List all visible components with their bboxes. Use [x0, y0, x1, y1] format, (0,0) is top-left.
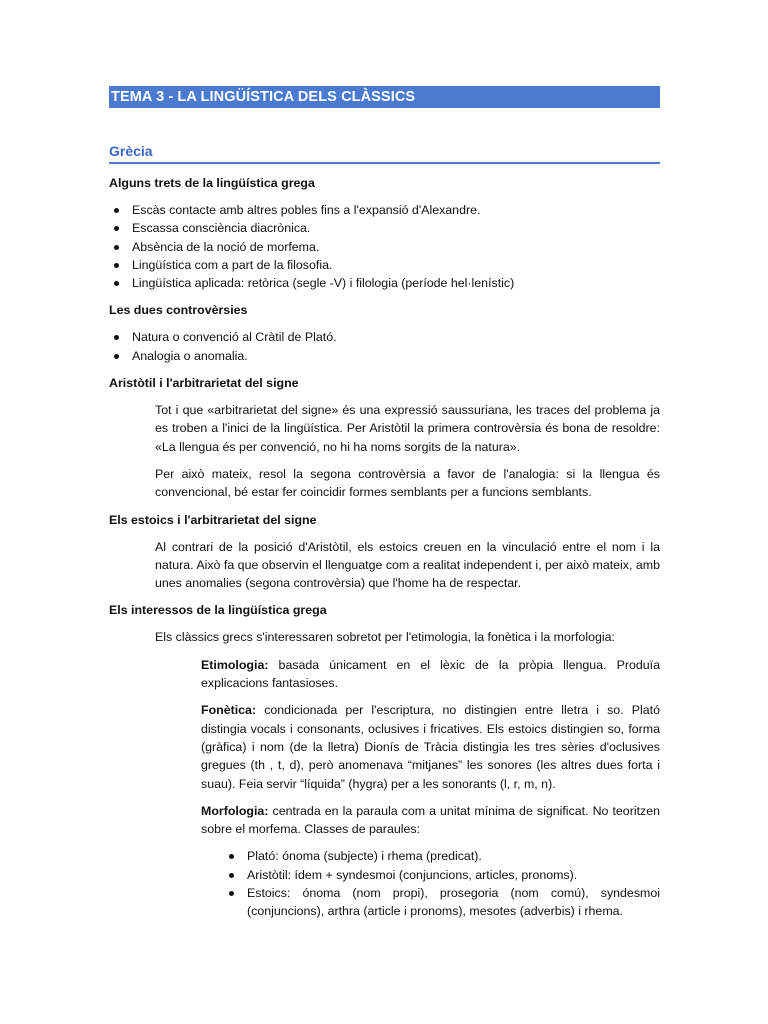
term-text: condicionada per l'escriptura, no distingien entre lletra i so. Plató distingia vocals i consonants, oclusives i fricatives. Els estoics distingien so, forma (gràfica) i nom (de la lletra) Dionís de Tràcia distingia les tres sèries d'oclusives gregues (th , t, d), però anomenava “mitjanes” les sonores (les altres dues forta i suau). Feia servir “líquida” (hygra) per a les sonorants (l, r, m, n).: [201, 703, 660, 791]
list-item: Lingüística com a part de la filosofia.: [109, 256, 660, 274]
list-item: Escàs contacte amb altres pobles fins a l'expansió d'Alexandre.: [109, 201, 660, 219]
paragraph: Per això mateix, resol la segona controvèrsia a favor de l'analogia: si la llengua és convencional, bé estar fer coincidir formes semblants per a funcions semblants.: [155, 466, 660, 500]
paragraph-morfologia: [201, 802, 660, 839]
list-item: Escassa consciència diacrònica.: [109, 219, 660, 237]
list-item: Plató: ónoma (subjecte) i rhema (predicat).: [224, 847, 660, 865]
trets-list: [109, 201, 660, 292]
paragraph: Tot i que «arbitrarietat del signe» és una expressió saussuriana, les traces del problema ja es troben a l'inici de la lingüística. Per Aristòtil la primera controvèrsia és bona de resoldre: «La llengua és per convenció, no hi ha noms sorgits de la natura».: [155, 403, 660, 454]
list-item: Aristòtil: ídem + syndesmoi (conjuncions, articles, pronoms).: [224, 866, 660, 884]
term-label: Etimologia:: [201, 657, 269, 672]
list-item: Analogia o anomalia.: [109, 347, 660, 365]
term-text: centrada en la paraula com a unitat mínima de significat. No teoritzen sobre el morfema. Classes de paraules:: [201, 803, 660, 837]
list-item: Lingüística aplicada: retòrica (segle -V) i filologia (període hel·lenístic): [109, 274, 660, 292]
subheading-trets: Alguns trets de la lingüística grega: [109, 176, 315, 190]
section-heading: Grècia: [109, 143, 660, 164]
term-text: basada únicament en el lèxic de la pròpia llengua. Produïa explicacions fantasioses.: [201, 657, 660, 691]
term-label: Morfologia:: [201, 803, 269, 818]
paragraph-fonetica: [201, 701, 660, 792]
controversies-list: [109, 328, 660, 365]
list-item: Natura o convenció al Cràtil de Plató.: [109, 328, 660, 346]
paragraph: Els clàssics grecs s'interessaren sobretot per l'etimologia, la fonètica i la morfologia:: [155, 630, 615, 645]
paragraph: Al contrari de la posició d'Aristòtil, els estoics creuen en la vinculació entre el nom i la natura. Això fa que observin el llenguatge com a realitat independent i, per això mateix, amb unes anomalies (segona controvèrsia) que l'home ha de respectar.: [155, 539, 660, 591]
page-title: TEMA 3 - LA LINGÜÍSTICA DELS CLÀSSICS: [109, 86, 660, 108]
classes-list: [224, 847, 660, 920]
subheading-controversies: Les dues controvèrsies: [109, 303, 248, 318]
list-item: Estoics: ónoma (nom propi), prosegoria (nom comú), syndesmoi (conjuncions), arthra (article i pronoms), mesotes (adverbis) i rhema.: [224, 884, 660, 921]
document-page: [109, 86, 660, 921]
subheading-interessos: Els interessos de la lingüística grega: [109, 603, 327, 618]
paragraph-etimologia: [201, 656, 660, 693]
term-label: Fonètica:: [201, 703, 257, 718]
list-item: Absència de la noció de morfema.: [109, 238, 660, 256]
subheading-aristotil: Aristòtil i l'arbitrarietat del signe: [109, 376, 299, 391]
subheading-estoics: Els estoics i l'arbitrarietat del signe: [109, 512, 317, 527]
